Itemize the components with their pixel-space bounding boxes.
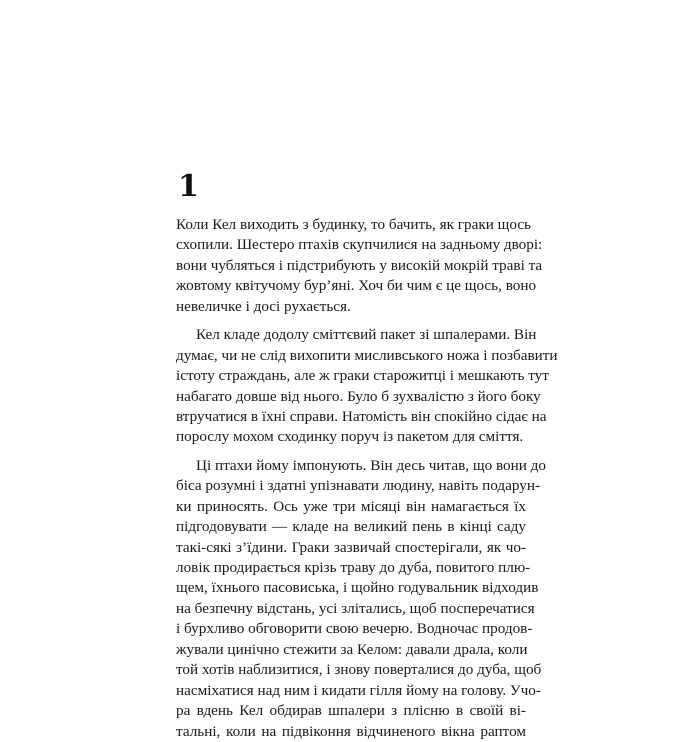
paragraph-gap <box>176 448 526 456</box>
text-line: і бурхливо обговорити свою вечерю. Водночас продов- <box>176 620 533 638</box>
text-line: на безпечну відстань, усі злітались, щоб посперечатися <box>176 599 535 617</box>
text-line: порослу мохом сходинку поруч із пакетом для сміття. <box>176 428 524 446</box>
text-line: думає, чи не слід вихопити мисливського ножа і позбавити <box>176 346 558 364</box>
text-line: Коли Кел виходить з будинку, то бачить, як граки щось <box>176 216 531 233</box>
text-line: Кел кладе додолу сміттєвий пакет зі шпалерами. Він <box>196 326 537 344</box>
paragraph-gap <box>176 317 526 325</box>
text-line: втручатися в їхні справи. Натомість він спокійно сідає на <box>176 407 547 425</box>
chapter-number: 1 <box>178 169 199 204</box>
text-line: Ці птахи йому імпонують. Він десь читав, що вони до <box>196 456 547 474</box>
text-line: ра вдень Кел обдирав шпалери з плісню в своїй ві- <box>176 702 526 720</box>
text-line: ловік продирається крізь траву до дуба, повитого плю- <box>176 559 531 576</box>
text-line: схопили. Шестеро птахів скупчилися на задньому дворі: <box>176 236 543 254</box>
text-line: набагато довше від нього. Було б зухвалістю з його боку <box>176 387 541 405</box>
text-line: ки приносять. Ось уже три місяці він намагається їх <box>176 497 526 515</box>
text-line: тальні, коли на підвіконня відчиненого вікна раптом <box>176 722 526 740</box>
paragraph-2 <box>176 325 558 448</box>
text-line: вони чубляться і підстрибують у високій мокрій траві та <box>176 256 543 274</box>
text-line: щем, їхнього пасовиська, і щойно годувальник відходив <box>176 579 539 597</box>
paragraph-3 <box>176 456 547 742</box>
text-line: насміхатися над ним і кидати гілля йому на голову. Учо- <box>176 681 541 699</box>
text-line: той хотів наблизитися, і знову поверталися до дуба, щоб <box>176 661 542 679</box>
text-line: невеличке і досі рухається. <box>176 297 351 315</box>
text-line: жували цинічно стежити за Келом: давали драла, коли <box>176 640 528 658</box>
text-line: біса розумні і здатні упізнавати людину, навіть подарун- <box>176 477 541 495</box>
paragraph-1 <box>176 215 543 317</box>
text-line: істоту страждань, але ж граки старожитці і мешкають тут <box>176 367 549 385</box>
body-text <box>176 215 558 742</box>
text-line: жовтому квітучому бур’яні. Хоч би чим є це щось, воно <box>176 277 537 295</box>
text-line: такі-сякі з’їдини. Граки зазвичай спостерігали, як чо- <box>176 538 526 556</box>
text-line: підгодовувати — кладе на великий пень в кінці саду <box>176 518 526 536</box>
